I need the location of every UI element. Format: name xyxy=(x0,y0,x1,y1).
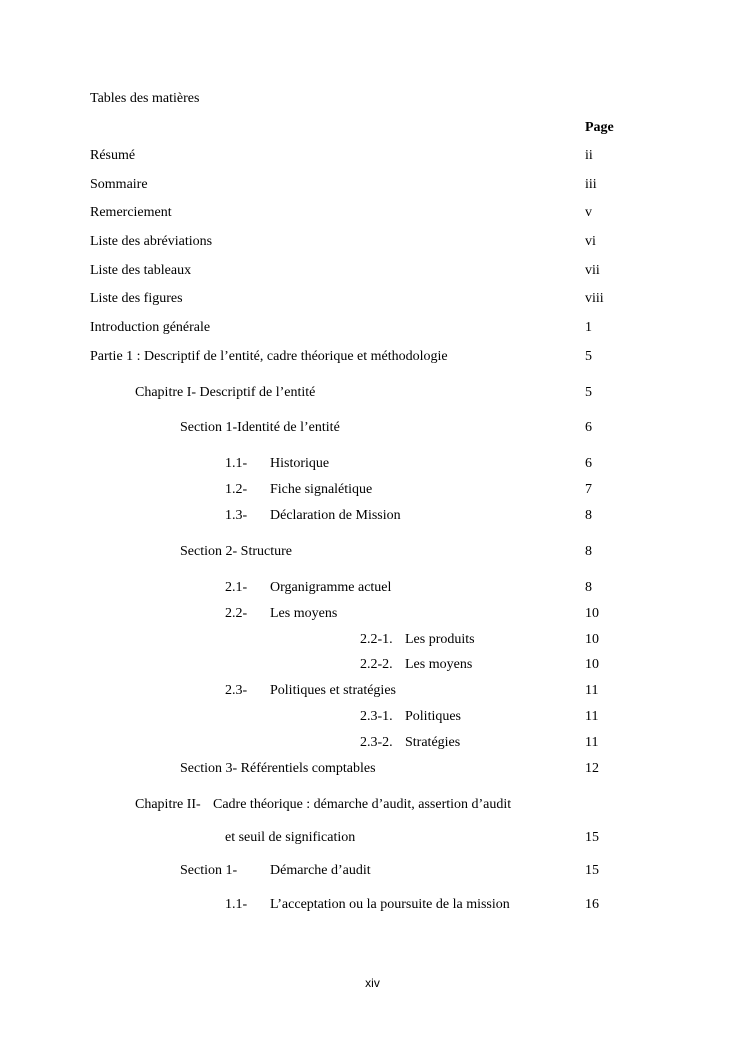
entry-number: 1.1- xyxy=(225,456,248,471)
entry-number: 1.3- xyxy=(225,508,248,523)
entry-label: Section 2- Structure xyxy=(180,544,292,559)
entry-page: 1 xyxy=(585,320,592,335)
entry-page: iii xyxy=(585,177,597,192)
entry-number: 2.2- xyxy=(225,606,248,621)
entry-label: Cadre théorique : démarche d’audit, assertion d’audit xyxy=(213,797,512,812)
entry-label: Introduction générale xyxy=(90,320,211,335)
entry-page: vi xyxy=(585,234,596,249)
entry-label: Organigramme actuel xyxy=(270,580,392,595)
entry-label: Chapitre I- Descriptif de l’entité xyxy=(135,385,316,400)
entry-page: 5 xyxy=(585,385,592,400)
page-column-header: Page xyxy=(585,120,614,135)
entry-page: 7 xyxy=(585,482,592,497)
entry-number: 2.3-2. xyxy=(360,735,393,750)
entry-page: 12 xyxy=(585,761,599,776)
entry-page: 8 xyxy=(585,508,592,523)
entry-label: Sommaire xyxy=(90,177,148,192)
entry-label: Résumé xyxy=(90,148,136,163)
entry-page: 15 xyxy=(585,830,599,845)
entry-page: ii xyxy=(585,148,593,163)
entry-page: viii xyxy=(585,291,604,306)
entry-number: Chapitre II- xyxy=(135,797,201,812)
entry-label: Politiques xyxy=(405,709,462,724)
entry-page: 15 xyxy=(585,863,599,878)
entry-page: 6 xyxy=(585,420,592,435)
entry-page: 11 xyxy=(585,683,599,698)
entry-label: Stratégies xyxy=(405,735,461,750)
entry-page: 6 xyxy=(585,456,592,471)
entry-label: Liste des abréviations xyxy=(90,234,213,249)
entry-page: vii xyxy=(585,263,600,278)
entry-label-continued: et seuil de signification xyxy=(225,830,356,845)
entry-page: 10 xyxy=(585,657,599,672)
entry-label: Remerciement xyxy=(90,205,172,220)
entry-page: 11 xyxy=(585,735,599,750)
entry-number: Section 1- xyxy=(180,863,238,878)
entry-page: 16 xyxy=(585,897,599,912)
entry-page: 8 xyxy=(585,580,592,595)
entry-label: Les produits xyxy=(405,632,475,647)
toc-title: Tables des matières xyxy=(90,91,200,106)
entry-number: 2.3-1. xyxy=(360,709,393,724)
entry-number: 1.2- xyxy=(225,482,248,497)
entry-label: Historique xyxy=(270,456,330,471)
entry-label: Politiques et stratégies xyxy=(270,683,396,698)
entry-number: 1.1- xyxy=(225,897,248,912)
entry-label: Fiche signalétique xyxy=(270,482,373,497)
entry-page: 8 xyxy=(585,544,592,559)
entry-label: L’acceptation ou la poursuite de la mission xyxy=(270,897,510,912)
entry-label: Les moyens xyxy=(405,657,473,672)
entry-label: Liste des tableaux xyxy=(90,263,192,278)
entry-number: 2.2-1. xyxy=(360,632,393,647)
entry-page: 11 xyxy=(585,709,599,724)
entry-page: 10 xyxy=(585,632,599,647)
entry-page: 5 xyxy=(585,349,592,364)
page-number: xiv xyxy=(365,976,380,990)
entry-label: Partie 1 : Descriptif de l’entité, cadre théorique et méthodologie xyxy=(90,349,448,364)
entry-label: Démarche d’audit xyxy=(270,863,371,878)
entry-label: Déclaration de Mission xyxy=(270,508,401,523)
entry-page: 10 xyxy=(585,606,599,621)
entry-label: Section 1-Identité de l’entité xyxy=(180,420,340,435)
entry-label: Les moyens xyxy=(270,606,338,621)
entry-page: v xyxy=(585,205,592,220)
entry-number: 2.3- xyxy=(225,683,248,698)
entry-number: 2.1- xyxy=(225,580,248,595)
entry-number: 2.2-2. xyxy=(360,657,393,672)
entry-label: Section 3- Référentiels comptables xyxy=(180,761,376,776)
entry-label: Liste des figures xyxy=(90,291,183,306)
